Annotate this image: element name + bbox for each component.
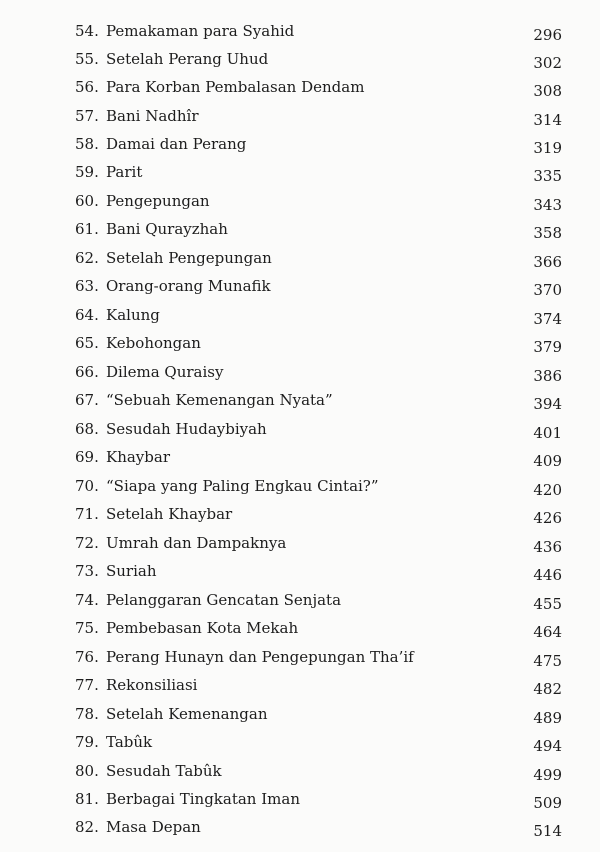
entry-number: 71. — [75, 505, 99, 523]
entry-title: Pelanggaran Gencatan Senjata — [106, 591, 342, 609]
entry-title: Suriah — [106, 562, 157, 580]
entry-number: 62. — [75, 249, 99, 267]
entry-number: 66. — [75, 363, 99, 381]
entry-title: Pemakaman para Syahid — [106, 22, 295, 40]
entry-number: 72. — [75, 534, 99, 552]
toc-entry — [0, 445, 600, 469]
entry-title: Kebohongan — [106, 334, 201, 352]
entry-number: 77. — [75, 676, 99, 694]
entry-number: 55. — [75, 50, 99, 68]
toc-entry — [0, 474, 600, 498]
entry-page-number: 475 — [533, 652, 562, 670]
toc-entry — [0, 360, 600, 384]
toc-entry — [0, 502, 600, 526]
entry-number: 75. — [75, 619, 99, 637]
entry-title: Bani Nadhîr — [106, 107, 199, 125]
entry-page-number: 420 — [533, 481, 562, 499]
entry-number: 57. — [75, 107, 99, 125]
entry-page-number: 482 — [533, 680, 562, 698]
entry-page-number: 335 — [533, 167, 562, 185]
entry-number: 61. — [75, 220, 99, 238]
toc-entry — [0, 588, 600, 612]
entry-number: 58. — [75, 135, 99, 153]
entry-number: 76. — [75, 648, 99, 666]
toc-entry — [0, 787, 600, 811]
entry-number: 54. — [75, 22, 99, 40]
entry-number: 59. — [75, 163, 99, 181]
entry-number: 74. — [75, 591, 99, 609]
toc-entry — [0, 730, 600, 754]
entry-number: 60. — [75, 192, 99, 210]
toc-entry — [0, 815, 600, 839]
entry-title: Bani Qurayzhah — [106, 220, 228, 238]
entry-title: Sesudah Hudaybiyah — [106, 420, 267, 438]
entry-number: 63. — [75, 277, 99, 295]
entry-page-number: 366 — [533, 253, 562, 271]
entry-title: Orang-orang Munafik — [106, 277, 271, 295]
entry-page-number: 296 — [533, 26, 562, 44]
entry-page-number: 394 — [533, 395, 562, 413]
entry-number: 82. — [75, 818, 99, 836]
entry-page-number: 386 — [533, 367, 562, 385]
entry-page-number: 426 — [533, 509, 562, 527]
entry-number: 56. — [75, 78, 99, 96]
toc-entry — [0, 417, 600, 441]
entry-title: Setelah Pengepungan — [106, 249, 272, 267]
entry-title: Khaybar — [106, 448, 170, 466]
entry-number: 67. — [75, 391, 99, 409]
entry-page-number: 358 — [533, 224, 562, 242]
entry-title: Rekonsiliasi — [106, 676, 198, 694]
entry-number: 64. — [75, 306, 99, 324]
toc-entry — [0, 702, 600, 726]
entry-page-number: 308 — [533, 82, 562, 100]
toc-entry — [0, 559, 600, 583]
toc-entry — [0, 274, 600, 298]
entry-page-number: 514 — [533, 822, 562, 840]
entry-page-number: 302 — [533, 54, 562, 72]
toc-entry — [0, 673, 600, 697]
entry-title: Sesudah Tabûk — [106, 762, 222, 780]
toc-entry — [0, 759, 600, 783]
toc-entry — [0, 189, 600, 213]
entry-title: Masa Depan — [106, 818, 201, 836]
toc-entry — [0, 132, 600, 156]
entry-number: 79. — [75, 733, 99, 751]
entry-page-number: 446 — [533, 566, 562, 584]
toc-entry — [0, 104, 600, 128]
entry-page-number: 374 — [533, 310, 562, 328]
toc-entry — [0, 331, 600, 355]
entry-title: “Sebuah Kemenangan Nyata” — [106, 391, 333, 409]
entry-title: Setelah Perang Uhud — [106, 50, 269, 68]
toc-entry — [0, 303, 600, 327]
entry-title: Setelah Khaybar — [106, 505, 233, 523]
toc-entry — [0, 75, 600, 99]
entry-page-number: 489 — [533, 709, 562, 727]
entry-page-number: 494 — [533, 737, 562, 755]
entry-page-number: 379 — [533, 338, 562, 356]
toc-entry — [0, 19, 600, 43]
entry-title: Pengepungan — [106, 192, 210, 210]
entry-page-number: 343 — [533, 196, 562, 214]
toc-entry — [0, 160, 600, 184]
toc-entry — [0, 616, 600, 640]
toc-entry — [0, 388, 600, 412]
toc-entry — [0, 531, 600, 555]
entry-page-number: 455 — [533, 595, 562, 613]
entry-title: Umrah dan Dampaknya — [106, 534, 287, 552]
entry-title: Para Korban Pembalasan Dendam — [106, 78, 365, 96]
entry-title: Berbagai Tingkatan Iman — [106, 790, 300, 808]
entry-number: 65. — [75, 334, 99, 352]
entry-page-number: 401 — [533, 424, 562, 442]
toc-entry — [0, 246, 600, 270]
entry-page-number: 464 — [533, 623, 562, 641]
toc-entry — [0, 217, 600, 241]
entry-page-number: 409 — [533, 452, 562, 470]
entry-number: 73. — [75, 562, 99, 580]
entry-page-number: 370 — [533, 281, 562, 299]
entry-number: 68. — [75, 420, 99, 438]
entry-page-number: 319 — [533, 139, 562, 157]
entry-number: 70. — [75, 477, 99, 495]
entry-title: Damai dan Perang — [106, 135, 247, 153]
entry-title: Dilema Quraisy — [106, 363, 224, 381]
entry-number: 81. — [75, 790, 99, 808]
entry-title: Parit — [106, 163, 143, 181]
entry-number: 80. — [75, 762, 99, 780]
entry-title: Setelah Kemenangan — [106, 705, 268, 723]
entry-title: Kalung — [106, 306, 160, 324]
entry-page-number: 509 — [533, 794, 562, 812]
toc-entry — [0, 47, 600, 71]
entry-number: 78. — [75, 705, 99, 723]
entry-number: 69. — [75, 448, 99, 466]
entry-page-number: 499 — [533, 766, 562, 784]
entry-title: Perang Hunayn dan Pengepungan Tha’if — [106, 648, 414, 666]
entry-title: Pembebasan Kota Mekah — [106, 619, 299, 637]
entry-page-number: 436 — [533, 538, 562, 556]
entry-title: Tabûk — [106, 733, 153, 751]
toc-entry — [0, 645, 600, 669]
entry-page-number: 314 — [533, 111, 562, 129]
entry-title: “Siapa yang Paling Engkau Cintai?” — [106, 477, 379, 495]
